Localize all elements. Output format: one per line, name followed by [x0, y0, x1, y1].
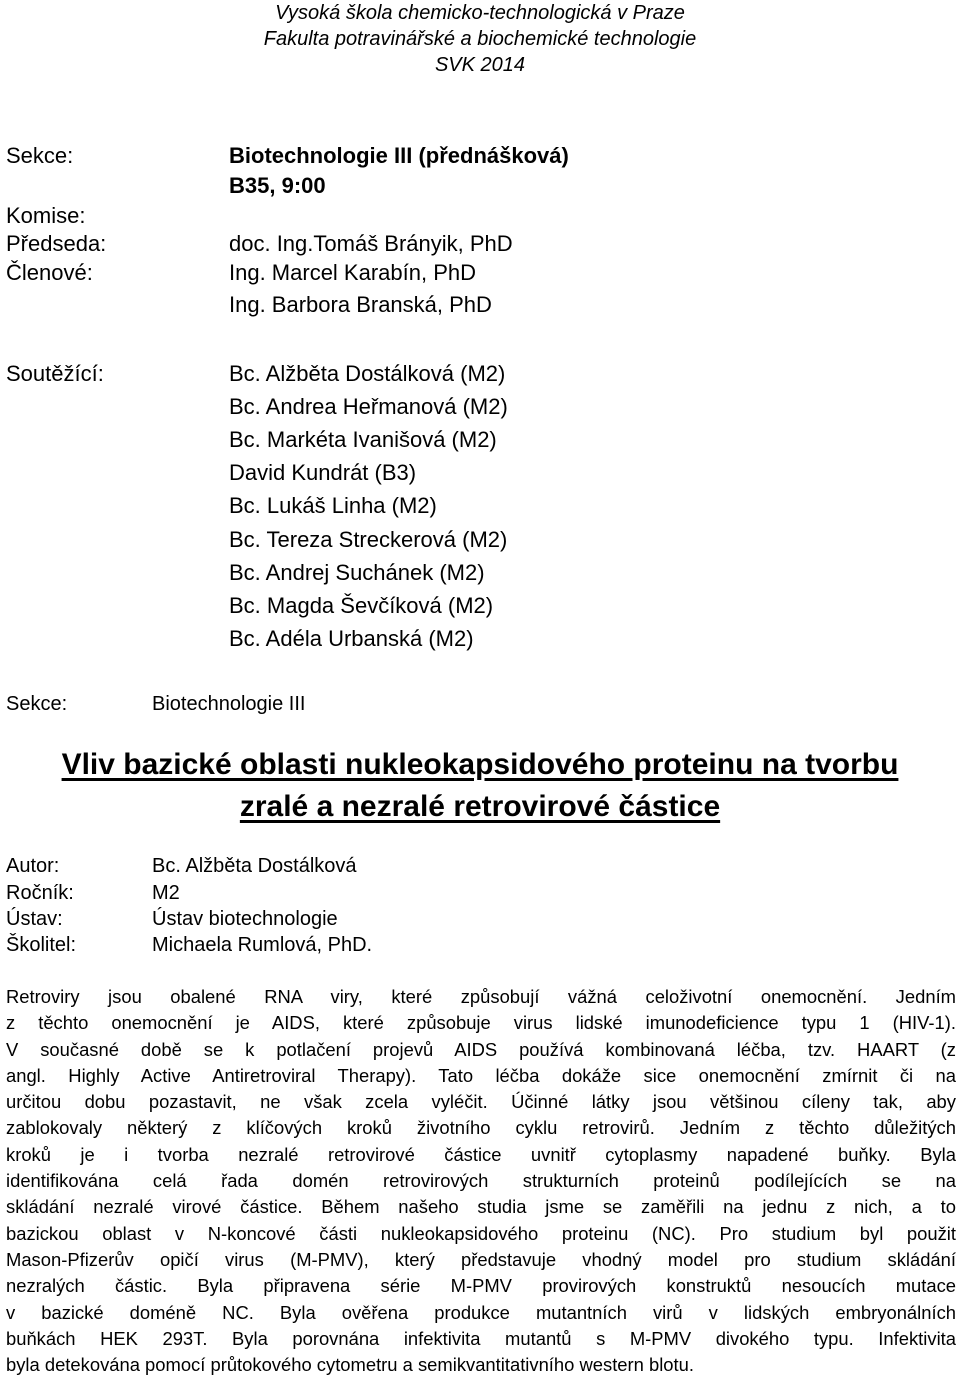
- abstract-line: skládání nezralé virové částice. Během našeho studia jsme se zaměřili na jednu z nich, a to: [6, 1196, 956, 1218]
- abstract-line: Mason-Pfizerův opičí virus (M-PMV), který představuje vhodný model pro studium skládání: [6, 1248, 956, 1270]
- abstract-line: identifikována celá řada domén retrovirových strukturních proteinů podílejících se na: [6, 1170, 956, 1192]
- clen-item: Ing. Barbora Branská, PhD: [229, 292, 492, 317]
- room-time: B35, 9:00: [229, 173, 326, 198]
- rocnik-label: Ročník:: [6, 882, 74, 904]
- komise-label: Komise:: [6, 203, 86, 228]
- competitor-item: Bc. Adéla Urbanská (M2): [229, 626, 474, 651]
- abstract-title: [0, 744, 960, 828]
- skolitel-label: Školitel:: [6, 934, 77, 956]
- predseda-label: Předseda:: [6, 231, 107, 256]
- competitor-item: Bc. Andrea Heřmanová (M2): [229, 394, 508, 419]
- abstract-line: V současné době se k potlačení projevů AIDS používá kombinovaná léčba, tzv. HAART (z: [6, 1038, 956, 1060]
- clen-item: Ing. Marcel Karabín, PhD: [229, 260, 477, 285]
- clenove-label: Členové:: [6, 260, 93, 285]
- competitor-item: David Kundrát (B3): [229, 460, 417, 485]
- abstract-line: nezralých částic. Byla připravena série M-PMV provirových konstruktů nesoucích mutace: [6, 1275, 956, 1297]
- header-faculty: Fakulta potravinářské a biochemické technologie: [263, 28, 697, 50]
- abstract-line: bazickou oblast v N-koncové části nukleokapsidového proteinu (NC). Pro studium byl použit: [6, 1222, 956, 1244]
- predseda-value: doc. Ing.Tomáš Brányik, PhD: [229, 231, 513, 256]
- abstract-line: kroků je i tvorba nezralé retrovirové částice uvnitř cytoplasmy napadené buňky. Byla: [6, 1143, 956, 1165]
- abstract-sekce-label: Sekce:: [6, 693, 68, 715]
- competitor-item: Bc. Alžběta Dostálková (M2): [229, 361, 506, 386]
- competitor-item: Bc. Lukáš Linha (M2): [229, 493, 437, 518]
- abstract-title-line: zralé a nezralé retrovirové částice: [239, 790, 721, 823]
- skolitel-value: Michaela Rumlová, PhD.: [152, 934, 373, 956]
- abstract-sekce-value: Biotechnologie III: [152, 693, 306, 715]
- competitor-item: Bc. Tereza Streckerová (M2): [229, 527, 508, 552]
- competitor-item: Bc. Magda Ševčíková (M2): [229, 593, 494, 618]
- abstract-line: byla detekována pomocí průtokového cytometru a semikvantitativního western blotu.: [6, 1354, 694, 1376]
- abstract-line: Retroviry jsou obalené RNA viry, které způsobují vážná celoživotní onemocnění. Jedním: [6, 986, 956, 1007]
- abstract-title-line: Vliv bazické oblasti nukleokapsidového proteinu na tvorbu: [61, 748, 899, 781]
- sekce-value: Biotechnologie III (přednášková): [229, 143, 569, 168]
- abstract-text: [6, 984, 956, 1378]
- competitor-item: Bc. Andrej Suchánek (M2): [229, 560, 485, 585]
- header-university: Vysoká škola chemicko-technologická v Praze: [275, 2, 685, 24]
- abstract-line: buňkách HEK 293T. Byla porovnána infektivita mutantů s M-PMV divokého typu. Infektivita: [6, 1327, 956, 1349]
- autor-value: Bc. Alžběta Dostálková: [152, 855, 357, 877]
- sekce-label: Sekce:: [6, 143, 74, 168]
- header-event: SVK 2014: [434, 54, 526, 76]
- soutezici-label: Soutěžící:: [6, 361, 104, 386]
- ustav-value: Ústav biotechnologie: [152, 908, 338, 930]
- abstract-line: určitou dobu pozastavit, ne však zcela vyléčit. Účinné látky jsou většinou cíleny tak, aby: [6, 1091, 956, 1113]
- autor-label: Autor:: [6, 855, 60, 877]
- rocnik-value: M2: [152, 882, 180, 904]
- abstract-line: z těchto onemocnění je AIDS, které způsobuje virus lidské imunodeficience typu 1 (HIV-1).: [6, 1012, 956, 1034]
- competitor-item: Bc. Markéta Ivanišová (M2): [229, 427, 497, 452]
- abstract-line: v bazické doméně NC. Byla ověřena produkce mutantních virů v lidských embryonálních: [6, 1301, 956, 1323]
- ustav-label: Ústav:: [6, 908, 63, 930]
- abstract-line: angl. Highly Active Antiretroviral Therapy). Tato léčba dokáže sice onemocnění zmírnit či na: [6, 1064, 956, 1086]
- abstract-line: zablokovaly některý z klíčových kroků životního cyklu retrovirů. Jedním z těchto důležitých: [6, 1117, 956, 1139]
